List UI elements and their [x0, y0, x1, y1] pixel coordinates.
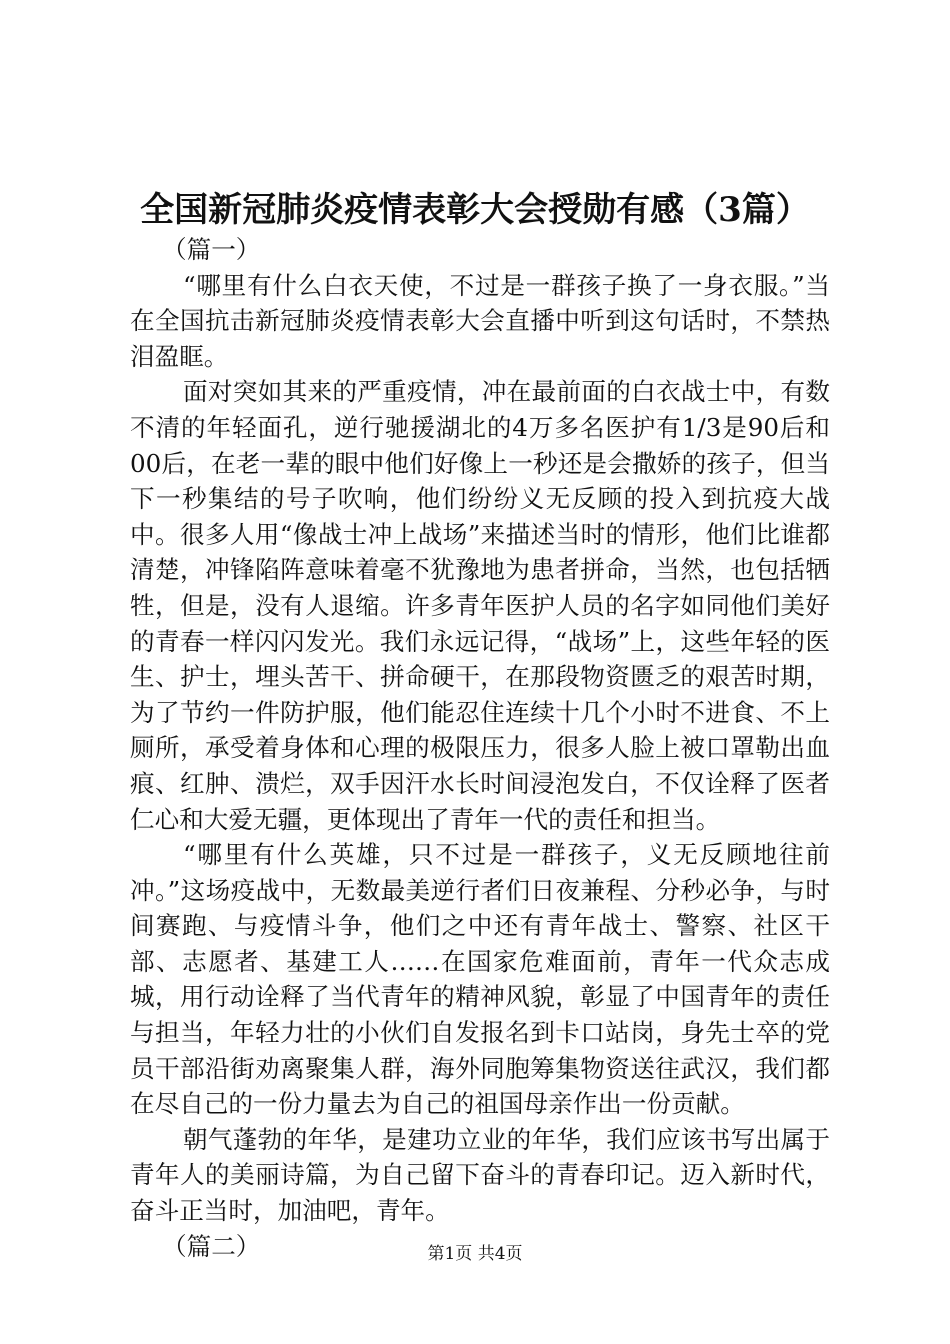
document-body	[130, 232, 830, 1264]
section-two-label: （篇二）	[162, 1231, 261, 1261]
page-footer: 第1页 共4页	[427, 1244, 523, 1264]
paragraph-4: 朝气蓬勃的年华，是建功立业的年华，我们应该书写出属于青年人的美丽诗篇，为自己留下奋斗的青春印记。迈入新时代，奋斗正当时，加油吧，青年。	[130, 1124, 830, 1226]
paragraph-2: 面对突如其来的严重疫情，冲在最前面的白衣战士中，有数不清的年轻面孔，逆行驰援湖北的4万多名医护有1/3是90后和00后，在老一辈的眼中他们好像上一秒还是会撒娇的孩子，但当下一秒集结的号子吹响，他们纷纷义无反顾的投入到抗疫大战中。很多人用“像战士冲上战场”来描述当时的情形，他们比谁都清楚，冲锋陷阵意味着毫不犹豫地为患者拼命，当然，也包括牺牲，但是，没有人退缩。许多青年医护人员的名字如同他们美好的青春一样闪闪发光。我们永远记得，“战场”上，这些年轻的医生、护士，埋头苦干、拼命硬干，在那段物资匮乏的艰苦时期，为了节约一件防护服，他们能忍住连续十几个小时不进食、不上厕所，承受着身体和心理的极限压力，很多人脸上被口罩勒出血痕、红肿、溃烂，双手因汗水长时间浸泡发白，不仅诠释了医者仁心和大爱无疆，更体现出了青年一代的责任和担当。	[130, 377, 830, 834]
paragraph-3: “哪里有什么英雄，只不过是一群孩子，义无反顾地往前冲。”这场疫战中，无数最美逆行者们日夜兼程、分秒必争，与时间赛跑、与疫情斗争，他们之中还有青年战士、警察、社区干部、志愿者、基建工人……在国家危难面前，青年一代众志成城，用行动诠释了当代青年的精神风貌，彰显了中国青年的责任与担当，年轻力壮的小伙们自发报名到卡口站岗，身先士卒的党员干部沿街劝离聚集人群，海外同胞筹集物资送往武汉，我们都在尽自己的一份力量去为自己的祖国母亲作出一份贡献。	[130, 840, 830, 1119]
document-title: 全国新冠肺炎疫情表彰大会授勋有感（3篇）	[140, 190, 810, 230]
paragraph-1: “哪里有什么白衣天使，不过是一群孩子换了一身衣服。”当在全国抗击新冠肺炎疫情表彰大会直播中听到这句话时，不禁热泪盈眶。	[130, 270, 830, 371]
section-one-label: （篇一）	[162, 235, 261, 264]
